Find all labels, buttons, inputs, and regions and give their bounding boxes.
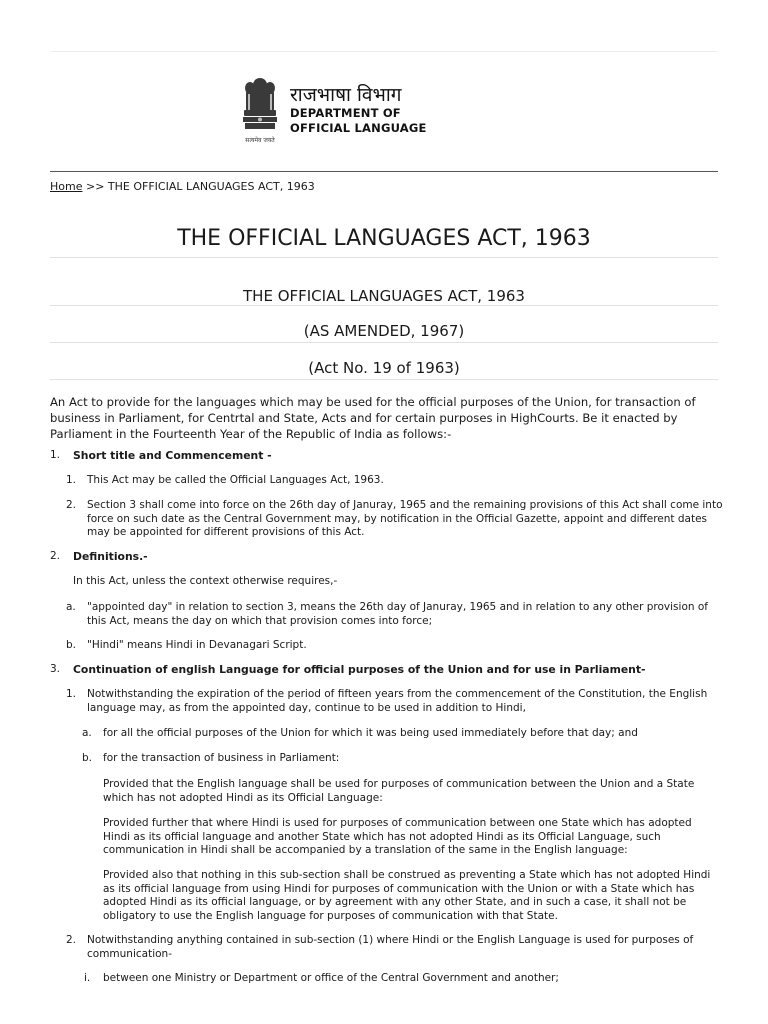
list-marker: 2. — [66, 934, 77, 946]
department-title-line2: OFFICIAL LANGUAGE — [290, 121, 427, 135]
emblem-motto: सत्यमेव जयते — [245, 137, 275, 144]
list-marker: 1. — [66, 688, 77, 700]
list-marker: 2. — [66, 499, 77, 511]
breadcrumb-home-link[interactable]: Home — [50, 180, 83, 193]
department-title — [290, 84, 427, 136]
section-3-clause-2i: between one Ministry or Department or office of the Central Government and another; — [103, 972, 559, 984]
section-2-heading: Definitions.- — [73, 550, 148, 563]
amended-divider — [50, 342, 718, 343]
section-2-clause-a: "appointed day" in relation to section 3, means the 26th day of Januray, 1965 and in relation to any other provision of this Act, means the day on which that provision comes into force; — [87, 601, 708, 627]
list-marker: 1. — [66, 474, 77, 486]
act-number-divider — [50, 379, 718, 380]
section-3-proviso-2: Provided further that where Hindi is used for purposes of communication between one State which has adopted Hindi as its official language and another State which has not adopted Hindi as its Official Language, such communication in Hindi shall be accompanied by a translation of the same in the English language: — [103, 817, 692, 856]
list-marker: i. — [84, 972, 91, 984]
list-marker: b. — [82, 752, 93, 764]
breadcrumb-current: THE OFFICIAL LANGUAGES ACT, 1963 — [107, 180, 315, 193]
act-preamble: An Act to provide for the languages which may be used for the official purposes of the Union, for transaction of business in Parliament, for Centrtal and State, Acts and for certain purposes in HighCourts. Be it enacted by Parliament in the Fourteenth Year of the Republic of India as follows:- — [50, 395, 696, 441]
header-divider — [50, 171, 718, 172]
section-3-number: 3. — [50, 663, 61, 675]
department-title-line1: DEPARTMENT OF — [290, 106, 401, 120]
amended-note: (AS AMENDED, 1967) — [303, 322, 465, 340]
section-1-heading: Short title and Commencement - — [73, 449, 272, 462]
section-3-proviso-1: Provided that the English language shall be used for purposes of communication between the Union and a State which has not adopted Hindi as its Official Language: — [103, 778, 695, 804]
list-marker: a. — [66, 601, 76, 613]
page-title: THE OFFICIAL LANGUAGES ACT, 1963 — [177, 226, 591, 251]
department-title-hindi: राजभाषा विभाग — [290, 84, 402, 106]
act-title-divider — [50, 305, 718, 306]
act-number: (Act No. 19 of 1963) — [308, 359, 460, 377]
section-3-clause-1: Notwithstanding the expiration of the period of fifteen years from the commencement of the Constitution, the English language may, as from the appointed day, continue to be used in addition to Hindi, — [87, 688, 708, 714]
section-2-number: 2. — [50, 550, 61, 562]
section-1-number: 1. — [50, 449, 61, 461]
breadcrumb — [50, 180, 315, 193]
section-3-clause-1a: for all the official purposes of the Union for which it was being used immediately before that day; and — [103, 727, 638, 739]
section-3-heading: Continuation of english Language for official purposes of the Union and for use in Parliament- — [73, 663, 646, 676]
section-3-clause-2: Notwithstanding anything contained in sub-section (1) where Hindi or the English Language is used for purposes of communication- — [87, 934, 694, 960]
national-emblem-icon — [238, 74, 282, 148]
section-3-proviso-3: Provided also that nothing in this sub-section shall be construed as preventing a State which has not adopted Hindi as its official language from using Hindi for purposes of communication with the Union or with a State which has adopted Hindi as its official language, or by agreement with any other State, and in such a case, it shall not be obligatory to use the English language for purposes of communication with that State. — [103, 869, 711, 922]
breadcrumb-separator: >> — [85, 180, 105, 193]
section-1-clause-1: This Act may be called the Official Languages Act, 1963. — [87, 474, 384, 486]
section-1-clause-2: Section 3 shall come into force on the 26th day of Januray, 1965 and the remaining provisions of this Act shall come into force on such date as the Central Government may, by notification in the Official Gazette, appoint and different dates may be appointed for different provisions of this Act. — [87, 499, 723, 538]
top-divider — [50, 51, 718, 52]
list-marker: a. — [82, 727, 92, 739]
list-marker: b. — [66, 639, 77, 651]
act-title: THE OFFICIAL LANGUAGES ACT, 1963 — [243, 287, 525, 305]
section-2-lead: In this Act, unless the context otherwise requires,- — [73, 575, 338, 587]
section-3-clause-1b: for the transaction of business in Parliament: — [103, 752, 340, 764]
title-divider — [50, 257, 718, 258]
section-2-clause-b: "Hindi" means Hindi in Devanagari Script. — [87, 639, 307, 651]
